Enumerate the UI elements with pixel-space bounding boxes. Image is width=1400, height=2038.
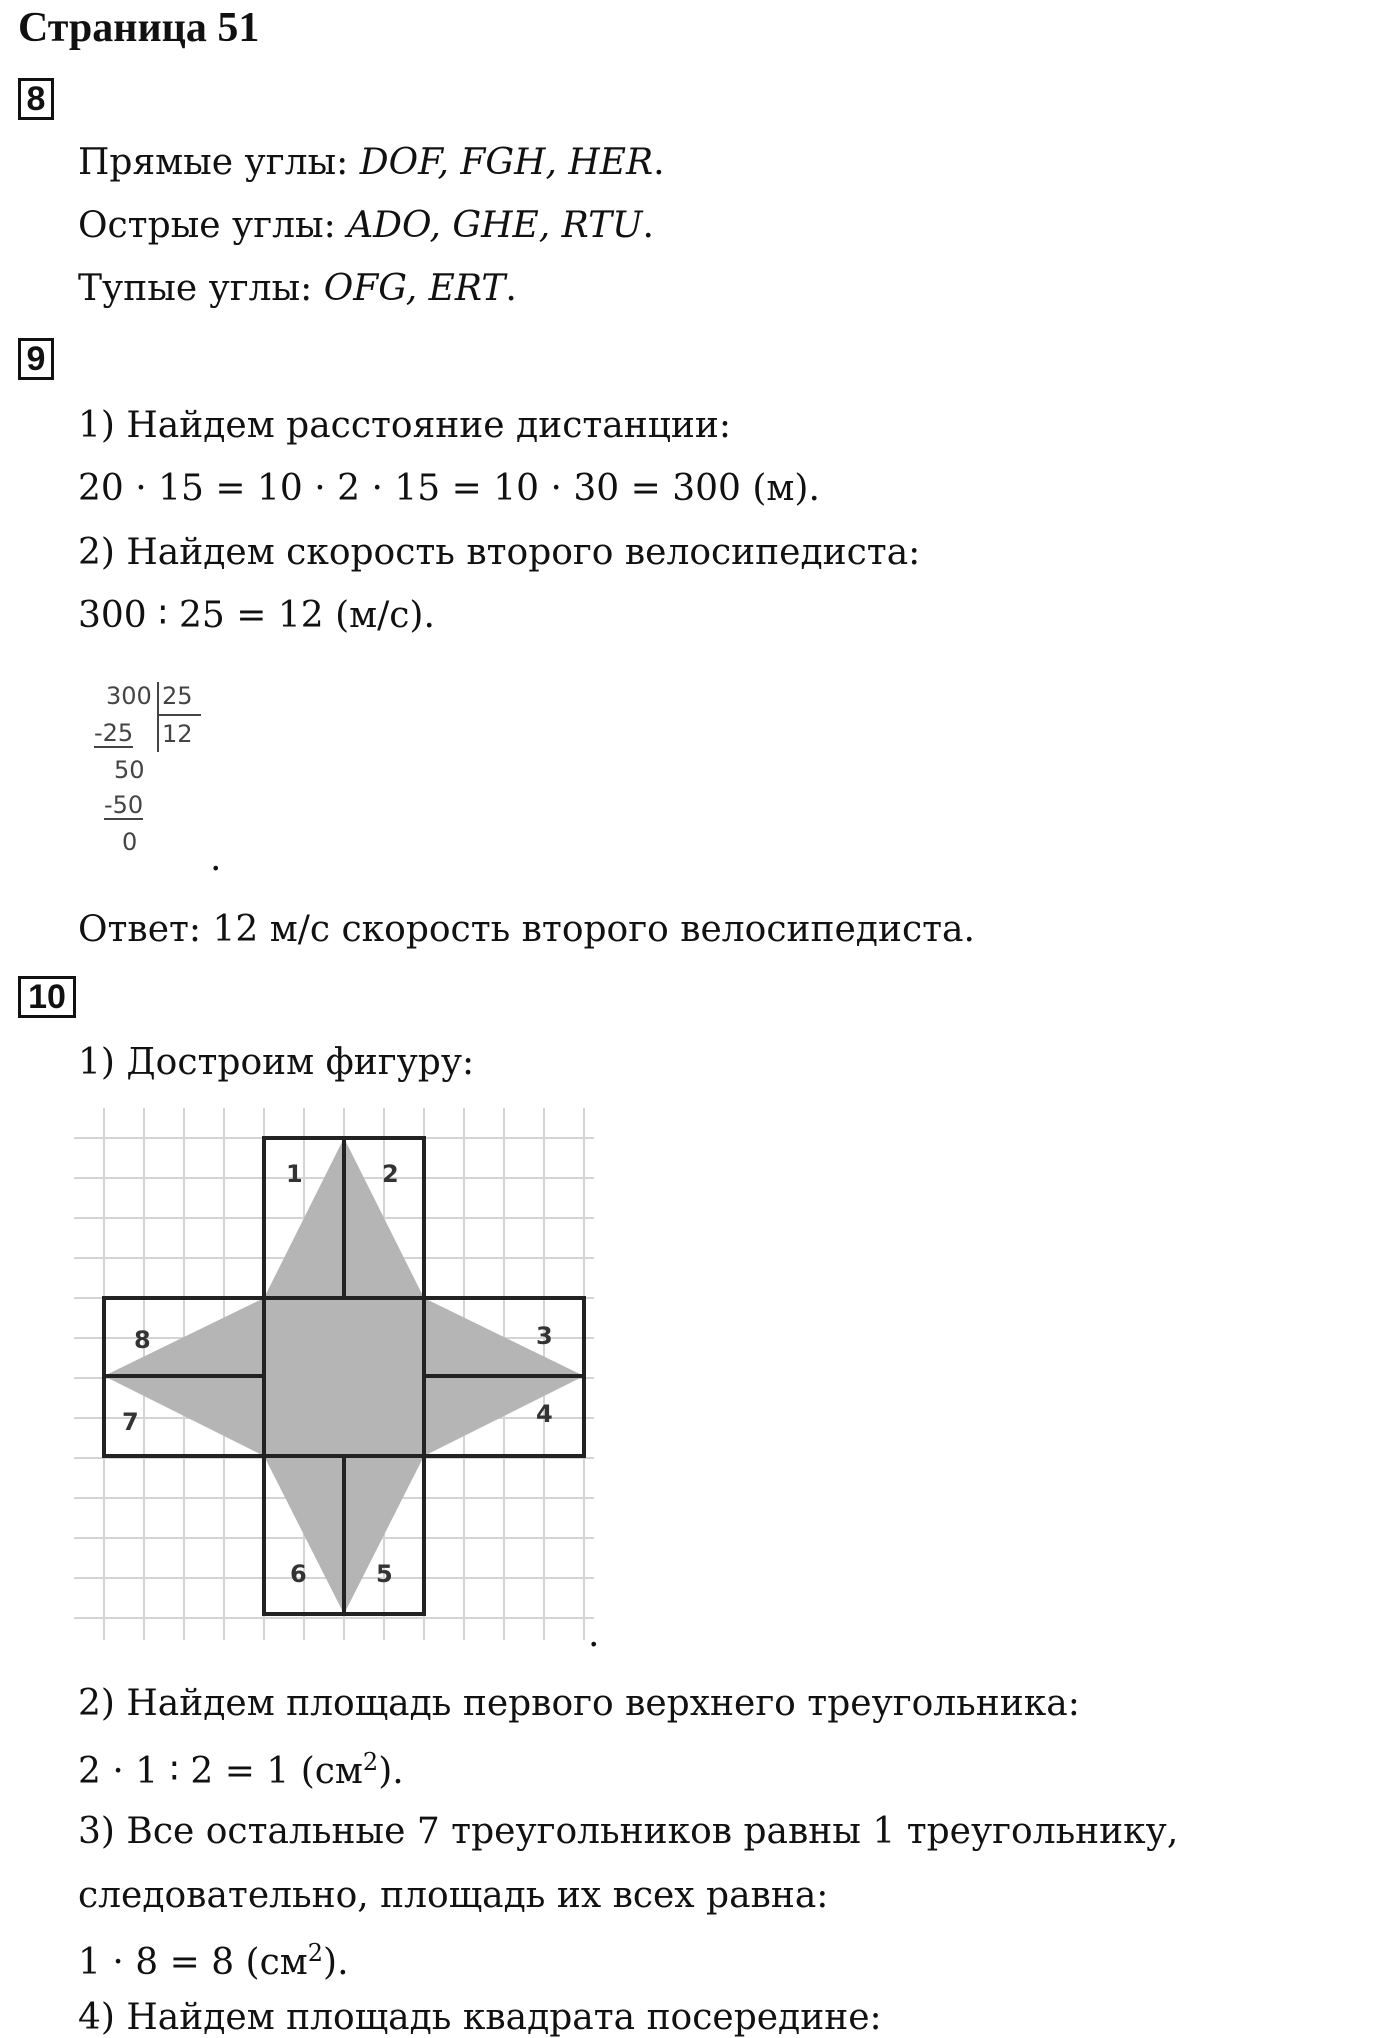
label-6: 6	[290, 1560, 307, 1588]
task-8-right-angles	[78, 142, 665, 183]
task-9-step-2: 2) Найдем скорость второго велосипедиста:	[78, 532, 921, 573]
acute-angles-label: Острые углы:	[78, 205, 348, 246]
calc-2-end: ).	[378, 1751, 404, 1792]
label-2: 2	[382, 1160, 399, 1188]
page-title: Страница 51	[18, 5, 260, 51]
obtuse-angles-label: Тупые углы:	[78, 268, 324, 309]
task-9-calc-1: 20 · 15 = 10 · 2 · 15 = 10 · 30 = 300 (м).	[78, 468, 820, 509]
task-9-answer: Ответ: 12 м/с скорость второго велосипедиста.	[78, 909, 975, 950]
calc-3-text: 1 · 8 = 8 (см	[78, 1942, 308, 1983]
task-10-number: 10	[18, 976, 76, 1018]
long-division	[86, 676, 216, 866]
label-7: 7	[122, 1408, 139, 1436]
subtrahend-2: -50	[104, 791, 144, 819]
calc-2-exponent: 2	[362, 1748, 379, 1776]
task-8-acute-angles	[78, 205, 654, 246]
acute-angles-value: ADO, GHE, RTU	[347, 205, 643, 246]
obtuse-angles-value: OFG, ERT	[323, 268, 506, 309]
remainder-2: 0	[122, 828, 138, 856]
division-vertical-line	[157, 682, 159, 752]
label-3: 3	[536, 1322, 553, 1350]
label-8: 8	[134, 1326, 151, 1354]
right-angles-label: Прямые углы:	[78, 142, 360, 183]
label-4: 4	[536, 1400, 553, 1428]
divisor: 25	[162, 682, 193, 710]
calc-3-exponent: 2	[307, 1939, 324, 1967]
task-9-step-1: 1) Найдем расстояние дистанции:	[78, 405, 731, 446]
cross-figure	[74, 1108, 594, 1640]
task-10-step-1: 1) Достроим фигуру:	[78, 1042, 475, 1083]
label-5: 5	[376, 1560, 393, 1588]
task-8-number: 8	[18, 78, 54, 120]
task-10-calc-2	[78, 1750, 404, 1790]
dot: .	[588, 1614, 600, 1655]
grid-figure-svg	[74, 1108, 594, 1640]
division-horizontal-line	[157, 714, 201, 716]
task-10-step-3b: следовательно, площадь их всех равна:	[78, 1875, 829, 1916]
remainder-1: 50	[114, 756, 145, 784]
task-10-step-3a: 3) Все остальные 7 треугольников равны 1 треугольнику,	[78, 1811, 1179, 1852]
calc-3-end: ).	[323, 1942, 349, 1983]
right-angles-value: DOF, FGH, HER	[359, 142, 654, 183]
center-square	[264, 1298, 424, 1456]
calc-2-text: 2 · 1 ∶ 2 = 1 (см	[78, 1751, 363, 1792]
task-10-step-2: 2) Найдем площадь первого верхнего треугольника:	[78, 1683, 1080, 1724]
label-1: 1	[286, 1160, 303, 1188]
subtrahend-1: -25	[94, 719, 134, 747]
dot: .	[210, 838, 222, 879]
quotient: 12	[162, 720, 193, 748]
period: .	[505, 268, 517, 309]
dividend: 300	[106, 682, 152, 710]
task-9-calc-2: 300 ∶ 25 = 12 (м/с).	[78, 595, 435, 636]
period: .	[642, 205, 654, 246]
task-10-step-4: 4) Найдем площадь квадрата посередине:	[78, 1997, 882, 2038]
period: .	[653, 142, 665, 183]
task-10-calc-3	[78, 1941, 349, 1981]
task-9-number: 9	[18, 338, 54, 380]
task-8-obtuse-angles	[78, 268, 517, 309]
